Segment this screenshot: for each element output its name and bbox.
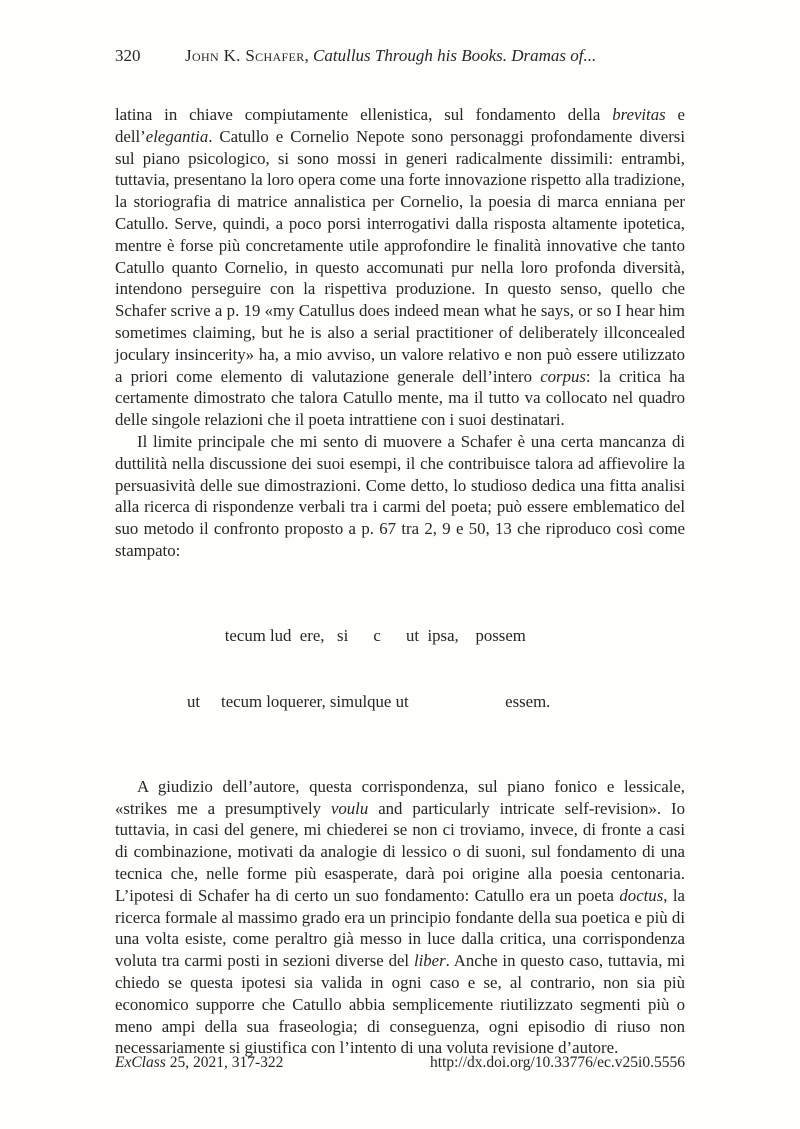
- running-head-book-title: Catullus Through his Books. Dramas of...: [313, 46, 597, 65]
- paragraph-conclusion: A giudizio dell’autore, questa corrispondenza, sul piano fonico e lessicale, «strikes me a presumptively voulu and particularly intricate self-revision». Io tuttavia, in casi del genere, mi chiederei se non ci troviamo, invece, di fronte a casi di combinazione, motivati da analogie di lessico o di suoni, sul fondamento di una tecnica che, nelle forme più esasperate, darà poi origine alla poesia centonaria. L’ipotesi di Schafer ha di certo un suo fondamento: Catullo era un poeta doctus, la ricerca formale al massimo grado era un principio fondante della sua poetica e più di una volta esiste, come peraltro già messo in luce dalla critica, una corrispondenza voluta tra carmi posti in sezioni diverse del liber. Anche in questo caso, tuttavia, mi chiedo se questa ipotesi sia valida in ogni caso e se, al contrario, non sia più economico supporre che Catullo abbia semplicemente riutilizzato segmenti più o meno ampi della sua fraseologia; di conseguenza, ogni episodio di riuso non necessariamente si giustifica con l’intento di una voluta revisione d’autore.: [115, 776, 686, 1058]
- running-head-text: [185, 46, 596, 66]
- journal-name: ExClass: [115, 1054, 166, 1071]
- page-footer: [115, 1054, 685, 1072]
- verse-quotation-block: [187, 581, 685, 757]
- verse-line-2: ut tecum loquerer, simulque ut essem.: [187, 691, 551, 711]
- running-head-author: John K. Schafer: [185, 46, 305, 65]
- paragraph-critique: Il limite principale che mi sento di muovere a Schafer è una certa mancanza di duttilità nella discussione dei suoi esempi, il che contribuisce talora ad affievolire la persuasività delle sue dimostrazioni. Come detto, lo studioso dedica una fitta analisi alla ricerca di rispondenze verbali tra i carmi del poeta; può essere emblematico del suo metodo il confronto proposto a p. 67 tra 2, 9 e 50, 13 che riproduco così come stampato:: [115, 431, 685, 560]
- page-number: 320: [115, 46, 141, 65]
- journal-reference: [115, 1054, 283, 1072]
- running-head-separator: ,: [304, 46, 314, 65]
- paragraph-continuation: latina in chiave compiutamente ellenistica, sul fondamento della brevitas e dell’elegantia. Catullo e Cornelio Nepote sono personaggi profondamente diversi sul piano psicologico, si sono mossi in generi radicalmente dissimili: entrambi, tuttavia, presentano la loro opera come una forte innovazione rispetto alla tradizione, la storiografia di matrice annalistica per Cornelio, la poesia di marca enniana per Catullo. Serve, quindi, a poco porsi interrogativi dalla risposta altamente ipotetica, mentre è forse più concretamente utile approfondire le finalità innovative che tanto Catullo quanto Cornelio, in questo accomunati pur nella loro profonda diversità, intendono perseguire con la rispettiva produzione. In questo senso, quello che Schafer scrive a p. 19 «my Catullus does indeed mean what he says, or so I hear him sometimes claiming, but he is also a serial practitioner of deliberately illconcealed joculary insincerity» ha, a mio avviso, un valore relativo e non può essere utilizzato a priori come elemento di valutazione generale dell’intero corpus: la critica ha certamente dimostrato che talora Catullo mente, ma il tutto va collocato nel quadro delle singole relazioni che il poeta intrattiene con i suoi destinatari.: [115, 105, 685, 430]
- doi-link[interactable]: http://dx.doi.org/10.33776/ec.v25i0.5556: [429, 1054, 685, 1071]
- verse-line-1: tecum lud ere, si c ut ipsa, possem: [187, 625, 526, 645]
- journal-issue-pages: 25, 2021, 317-322: [165, 1054, 284, 1071]
- review-text-block: [115, 104, 685, 1059]
- running-header: [115, 46, 685, 66]
